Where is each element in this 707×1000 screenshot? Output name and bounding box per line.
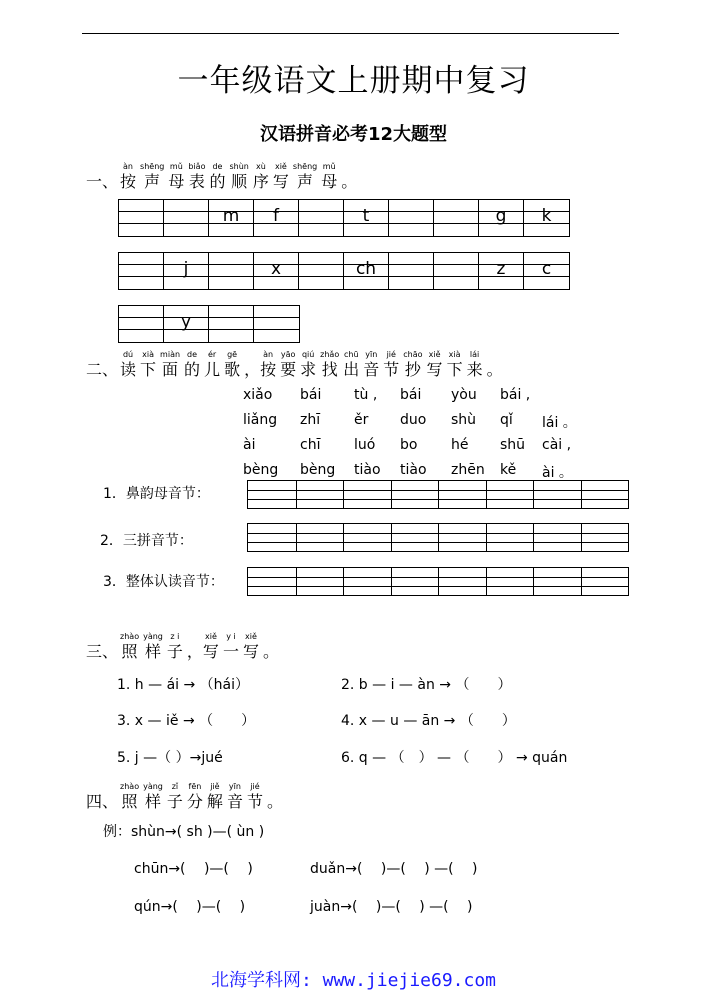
hanzi-char: 求	[300, 360, 317, 379]
grid-cell	[524, 253, 569, 289]
grid-divider	[391, 481, 392, 508]
rhyme-syllable: yòu	[451, 387, 477, 403]
pinyin-annotation: chū	[343, 350, 359, 359]
rhyme-syllable: tù ,	[354, 387, 378, 403]
hanzi-char: 声	[297, 172, 314, 191]
hanzi-char: 写	[202, 642, 219, 661]
grid-cell	[299, 200, 344, 236]
hanzi-char: 一	[222, 642, 239, 661]
ruby-char	[363, 350, 379, 380]
question-1-heading	[86, 162, 357, 192]
ruby-char	[273, 162, 289, 192]
ruby-char	[280, 350, 296, 380]
grid-line	[119, 223, 163, 224]
ruby-char	[260, 350, 276, 380]
question-3-heading	[86, 632, 279, 662]
grid-cell	[254, 306, 299, 342]
grid-cell	[119, 253, 164, 289]
hanzi-char: 声	[144, 172, 161, 191]
grid-line	[164, 223, 208, 224]
hanzi-char: 顺	[231, 172, 248, 191]
hanzi-char: 儿	[204, 360, 221, 379]
grid-cell	[524, 200, 569, 236]
hanzi-char: 面	[162, 360, 179, 379]
sub-question-1-label: 1．鼻韵母音节：	[103, 486, 210, 502]
sub-question-3-label: 3．整体认读音节：	[103, 574, 224, 590]
rhyme-syllable: ài 。	[542, 465, 573, 481]
ruby-char	[184, 350, 200, 380]
grid-line	[299, 211, 343, 212]
pinyin-annotation: àn	[263, 350, 274, 359]
rhyme-syllable: bèng	[243, 462, 279, 478]
ruby-char	[229, 162, 248, 192]
ruby-char	[300, 350, 316, 380]
ruby-char	[321, 162, 337, 192]
grid-divider	[296, 568, 297, 595]
pinyin-annotation: yàng	[143, 782, 163, 791]
hanzi-char: 下	[140, 360, 157, 379]
hanzi-char: 歌	[224, 360, 241, 379]
grid-line	[119, 264, 163, 265]
grid-divider	[581, 568, 582, 595]
grid-cell	[209, 253, 254, 289]
grid-divider	[438, 481, 439, 508]
period: 。	[486, 360, 503, 379]
pinyin-annotation: miàn	[160, 350, 181, 359]
hanzi-char: 节	[246, 792, 263, 811]
ruby-char	[403, 350, 422, 380]
q3-item-6: 6. q — （ ） — （ ） → quán	[341, 750, 568, 766]
pinyin-annotation: zhào	[120, 632, 140, 641]
hanzi-char: 表	[188, 172, 205, 191]
ruby-char	[467, 350, 483, 380]
ruby-char	[253, 162, 269, 192]
grid-line	[119, 329, 163, 330]
grid-divider	[533, 568, 534, 595]
period: 。	[262, 642, 279, 661]
rhyme-syllable: lái 。	[542, 415, 577, 431]
ruby-char	[204, 350, 220, 380]
ruby-char	[343, 350, 359, 380]
grid-cell	[164, 253, 209, 289]
ruby-char	[243, 632, 259, 662]
grid-cell	[479, 253, 524, 289]
grid-divider	[486, 481, 487, 508]
ruby-char	[293, 162, 317, 192]
grid-cell	[209, 306, 254, 342]
pinyin-annotation: jié	[386, 350, 396, 359]
hanzi-char: 下	[446, 360, 463, 379]
hanzi-char: 的	[209, 172, 226, 191]
consonant-letter: x	[270, 259, 282, 279]
ruby-char	[167, 632, 183, 662]
pinyin-annotation: ér	[207, 350, 217, 359]
grid-cell	[389, 253, 434, 289]
rhyme-syllable: chī	[300, 437, 321, 453]
hanzi-char: 按	[260, 360, 277, 379]
consonant-letter: z	[496, 259, 506, 279]
question-number: 三、	[86, 642, 119, 661]
ruby-char	[209, 162, 225, 192]
hanzi-char: 样	[144, 642, 161, 661]
rhyme-syllable: qǐ	[500, 412, 513, 428]
grid-divider	[343, 568, 344, 595]
pinyin-annotation: dú	[122, 350, 134, 359]
ruby-char	[447, 350, 463, 380]
grid-divider	[581, 524, 582, 551]
grid-cell	[119, 306, 164, 342]
hanzi-char: 的	[184, 360, 201, 379]
grid-cell	[344, 200, 389, 236]
question-2-heading	[86, 350, 503, 380]
grid-line	[389, 276, 433, 277]
grid-line	[434, 264, 478, 265]
pinyin-annotation: xù	[255, 162, 266, 171]
rhyme-syllable: shù	[451, 412, 477, 428]
pinyin-annotation: lái	[469, 350, 480, 359]
rhyme-syllable: bái	[400, 387, 422, 403]
ruby-char	[167, 782, 183, 812]
q3-item-1: 1. h — ái → （hái）	[117, 677, 250, 693]
pinyin-annotation: xiě	[274, 162, 287, 171]
period: 。	[266, 792, 283, 811]
grid-divider	[438, 568, 439, 595]
hanzi-char: 音	[363, 360, 380, 379]
page-subtitle: 汉语拼音必考12大题型	[259, 124, 448, 145]
ruby-char	[140, 350, 156, 380]
hanzi-char: 音	[226, 792, 243, 811]
grid-divider	[343, 481, 344, 508]
ruby-char	[247, 782, 263, 812]
grid-cell	[479, 200, 524, 236]
pinyin-annotation: yīn	[365, 350, 378, 359]
hanzi-char: 写	[242, 642, 259, 661]
writing-grid-1	[247, 480, 629, 509]
grid-cell	[344, 253, 389, 289]
hanzi-char: 母	[168, 172, 185, 191]
q4-item-3: qún→( )—( )	[134, 899, 246, 915]
ruby-char	[143, 782, 163, 812]
hanzi-char: 抄	[404, 360, 421, 379]
hanzi-char: 子	[166, 792, 183, 811]
rhyme-syllable: ěr	[354, 412, 369, 428]
grid-line	[434, 223, 478, 224]
pinyin-annotation: zhǎo	[320, 350, 340, 359]
pinyin-annotation: chāo	[403, 350, 423, 359]
grid-line	[254, 317, 299, 318]
top-rule	[82, 33, 619, 34]
grid-divider	[343, 524, 344, 551]
pinyin-annotation: zǐ	[171, 782, 179, 791]
ruby-char	[187, 782, 203, 812]
hanzi-char: 要	[280, 360, 297, 379]
hanzi-char: 写	[272, 172, 289, 191]
grid-line	[164, 211, 208, 212]
hanzi-char: 母	[321, 172, 338, 191]
grid-divider	[296, 524, 297, 551]
grid-cell	[434, 253, 479, 289]
pinyin-annotation: qiú	[301, 350, 315, 359]
pinyin-annotation: yīn	[228, 782, 241, 791]
q3-item-5: 5. j —（ ）→jué	[117, 750, 223, 766]
rhyme-syllable: luó	[354, 437, 376, 453]
grid-line	[434, 211, 478, 212]
ruby-char	[120, 350, 136, 380]
ruby-char	[120, 632, 139, 662]
question-4-heading	[86, 782, 283, 812]
grid-line	[119, 317, 163, 318]
grid-cell	[164, 306, 209, 342]
grid-line	[434, 276, 478, 277]
rhyme-syllable: ài	[243, 437, 256, 453]
ruby-char	[223, 632, 239, 662]
ruby-char	[168, 162, 184, 192]
q3-item-2: 2. b — i — àn → （ ）	[341, 677, 512, 693]
pinyin-annotation: mǔ	[322, 162, 336, 171]
grid-cell	[254, 200, 299, 236]
pinyin-annotation: shùn	[229, 162, 249, 171]
pinyin-annotation: jié	[250, 782, 260, 791]
rhyme-syllable: tiào	[354, 462, 381, 478]
question-number: 一、	[86, 172, 119, 191]
footer-website: 北海学科网: www.jiejie69.com	[210, 970, 497, 991]
ruby-char	[383, 350, 399, 380]
question-number: 二、	[86, 360, 119, 379]
hanzi-char: 照	[121, 792, 138, 811]
pinyin-annotation: y i	[226, 632, 236, 641]
grid-line	[389, 264, 433, 265]
hanzi-char: 读	[120, 360, 137, 379]
consonant-letter: g	[495, 206, 507, 226]
grid-line	[209, 264, 253, 265]
grid-divider	[533, 481, 534, 508]
consonant-letter: t	[362, 206, 370, 226]
hanzi-char: 照	[121, 642, 138, 661]
grid-line	[389, 223, 433, 224]
pinyin-annotation: gē	[227, 350, 238, 359]
period: 。	[341, 172, 358, 191]
pinyin-annotation: xiě	[428, 350, 441, 359]
grid-line	[299, 276, 343, 277]
grid-divider	[391, 524, 392, 551]
rhyme-syllable: bái ,	[500, 387, 531, 403]
rhyme-syllable: zhēn	[451, 462, 485, 478]
grid-cell	[119, 200, 164, 236]
grid-divider	[438, 524, 439, 551]
rhyme-syllable: xiǎo	[243, 387, 273, 403]
grid-line	[254, 329, 299, 330]
rhyme-syllable: zhī	[300, 412, 321, 428]
rhyme-syllable: duo	[400, 412, 427, 428]
pinyin-annotation: biǎo	[188, 162, 206, 171]
hanzi-char: 来	[466, 360, 483, 379]
grid-line	[209, 276, 253, 277]
ruby-char	[140, 162, 164, 192]
pinyin-annotation: xiě	[245, 632, 257, 641]
question-number: 四、	[86, 792, 119, 811]
ruby-char	[143, 632, 163, 662]
ruby-char	[227, 782, 243, 812]
writing-grid-3	[247, 567, 629, 596]
hanzi-char: 写	[426, 360, 443, 379]
hanzi-char: 节	[383, 360, 400, 379]
writing-grid-2	[247, 523, 629, 552]
pinyin-annotation: fēn	[188, 782, 202, 791]
consonant-grid-row-3	[118, 305, 300, 343]
hanzi-char: 样	[144, 792, 161, 811]
pinyin-annotation: yàng	[143, 632, 163, 641]
pinyin-annotation: z i	[170, 632, 180, 641]
q4-item-2: duǎn→( )—( ) —( )	[310, 861, 478, 877]
grid-divider	[533, 524, 534, 551]
q4-item-1: chūn→( )—( )	[134, 861, 253, 877]
rhyme-syllable: shū	[500, 437, 526, 453]
grid-divider	[296, 481, 297, 508]
grid-cell	[164, 200, 209, 236]
consonant-letter: m	[222, 206, 240, 226]
grid-line	[119, 211, 163, 212]
grid-line	[389, 211, 433, 212]
consonant-letter: c	[541, 259, 552, 279]
comma: ，	[244, 360, 261, 379]
grid-divider	[581, 481, 582, 508]
ruby-char	[427, 350, 443, 380]
pinyin-annotation: mǔ	[169, 162, 183, 171]
grid-divider	[391, 568, 392, 595]
hanzi-char: 分	[186, 792, 203, 811]
pinyin-annotation: yāo	[280, 350, 296, 359]
grid-cell	[434, 200, 479, 236]
grid-divider	[486, 524, 487, 551]
hanzi-char: 找	[321, 360, 338, 379]
rhyme-syllable: cài ,	[542, 437, 572, 453]
pinyin-annotation: de	[212, 162, 223, 171]
rhyme-syllable: kě	[500, 462, 517, 478]
grid-line	[299, 223, 343, 224]
comma: ，	[186, 642, 203, 661]
ruby-char	[120, 162, 136, 192]
rhyme-syllable: bèng	[300, 462, 336, 478]
pinyin-annotation: shēng	[140, 162, 165, 171]
sub-question-2-label: 2．三拼音节：	[100, 533, 193, 549]
consonant-grid-row-2	[118, 252, 570, 290]
pinyin-annotation: jiě	[210, 782, 220, 791]
grid-cell	[209, 200, 254, 236]
hanzi-char: 按	[120, 172, 137, 191]
consonant-letter: ch	[355, 259, 377, 279]
ruby-char	[224, 350, 240, 380]
consonant-letter: y	[180, 312, 192, 332]
q3-item-4: 4. x — u — ān → （ ）	[341, 713, 516, 729]
ruby-char	[120, 782, 139, 812]
pinyin-annotation: xià	[142, 350, 154, 359]
ruby-char	[207, 782, 223, 812]
grid-line	[209, 329, 253, 330]
hanzi-char: 子	[166, 642, 183, 661]
grid-line	[299, 264, 343, 265]
consonant-letter: f	[273, 206, 279, 226]
page-title: 一年级语文上册期中复习	[177, 63, 530, 99]
rhyme-syllable: hé	[451, 437, 469, 453]
rhyme-syllable: bo	[400, 437, 418, 453]
pinyin-annotation: zhào	[120, 782, 140, 791]
pinyin-annotation: àn	[123, 162, 134, 171]
grid-cell	[389, 200, 434, 236]
ruby-char	[320, 350, 339, 380]
q4-item-4: juàn→( )—( ) —( )	[310, 899, 473, 915]
ruby-char	[203, 632, 219, 662]
pinyin-annotation: de	[187, 350, 198, 359]
rhyme-syllable: tiào	[400, 462, 427, 478]
consonant-letter: j	[183, 259, 189, 279]
hanzi-char: 解	[206, 792, 223, 811]
grid-divider	[486, 568, 487, 595]
ruby-char	[188, 162, 205, 192]
pinyin-annotation: xiě	[204, 632, 217, 641]
q3-item-3: 3. x — iě → （ ）	[117, 713, 256, 729]
hanzi-char: 出	[343, 360, 360, 379]
grid-line	[119, 276, 163, 277]
q4-example: 例：shùn→( sh )—( ùn )	[103, 824, 265, 840]
grid-line	[209, 317, 253, 318]
ruby-char	[160, 350, 180, 380]
grid-cell	[254, 253, 299, 289]
rhyme-syllable: bái	[300, 387, 322, 403]
pinyin-annotation: xià	[448, 350, 461, 359]
consonant-letter: k	[541, 206, 552, 226]
grid-cell	[299, 253, 344, 289]
pinyin-annotation: shēng	[292, 162, 318, 171]
consonant-grid-row-1	[118, 199, 570, 237]
hanzi-char: 序	[252, 172, 269, 191]
rhyme-syllable: liǎng	[243, 412, 278, 428]
